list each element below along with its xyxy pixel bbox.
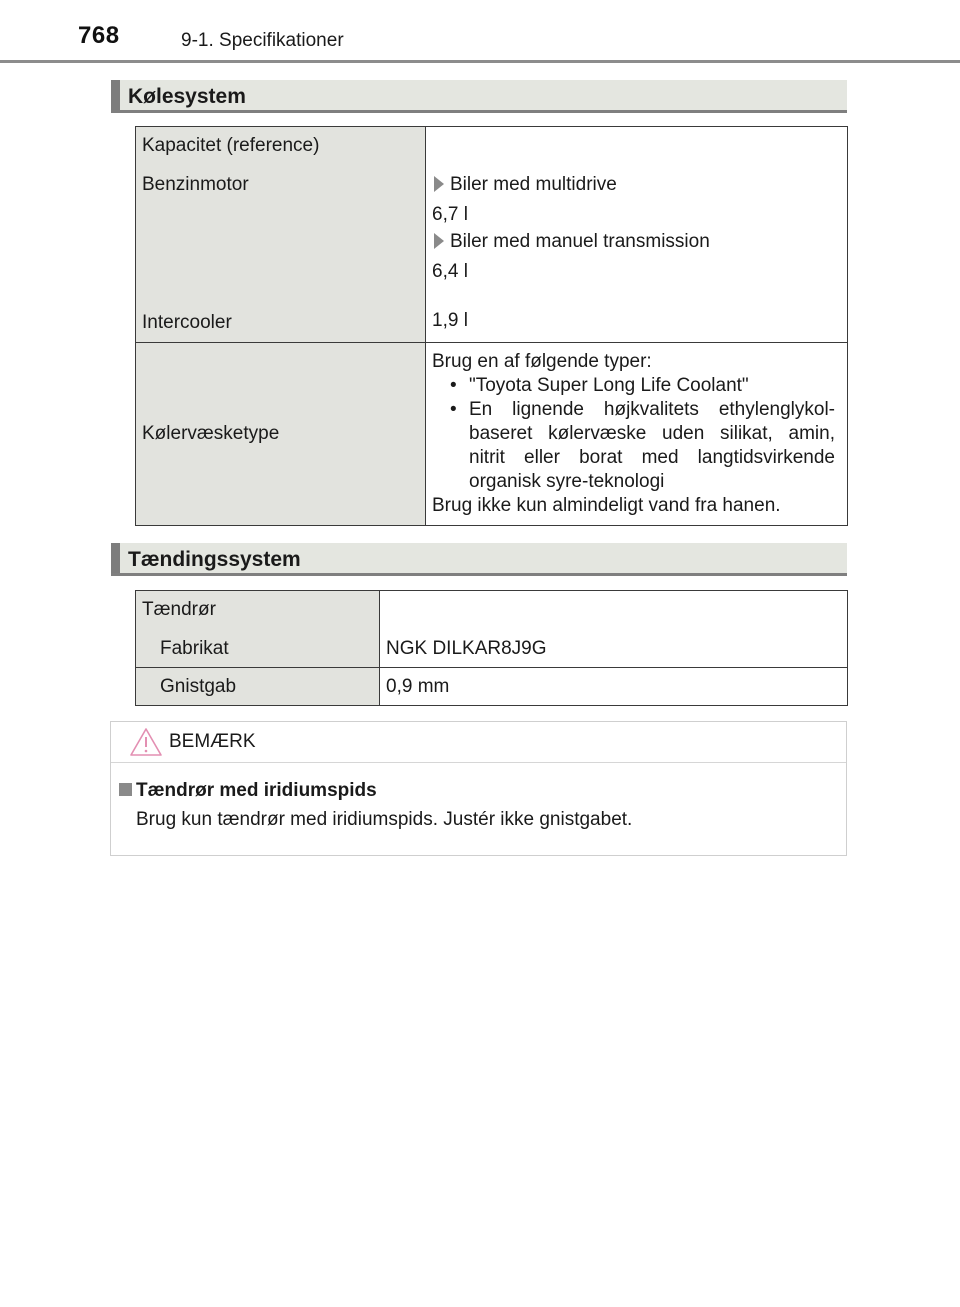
- warning-triangle-icon: [129, 727, 163, 757]
- header-divider: [0, 60, 960, 63]
- table-row-coolant-type: [136, 343, 848, 526]
- coolant-option-2-line-4: organisk syre-teknologi: [469, 471, 665, 492]
- spark-plug-label: Tændrør: [142, 599, 216, 620]
- gap-label: Gnistgab: [160, 676, 237, 697]
- multidrive-label: Biler med multidrive: [450, 174, 617, 195]
- cooling-spec-table: [135, 126, 848, 526]
- make-label: Fabrikat: [160, 638, 229, 659]
- square-bullet-icon: [119, 783, 132, 796]
- coolant-option-1: "Toyota Super Long Life Coolant": [469, 375, 749, 396]
- note-title: BEMÆRK: [169, 731, 256, 752]
- coolant-intro: Brug en af følgende typer:: [432, 351, 652, 372]
- key-cell: [136, 668, 380, 706]
- multidrive-value: 6,7 l: [432, 204, 468, 225]
- manual-row: [434, 231, 710, 253]
- value-cell: [426, 127, 848, 343]
- value-cell: [380, 591, 848, 668]
- page-number: 768: [78, 22, 120, 49]
- key-cell: [136, 127, 426, 343]
- intercooler-value: 1,9 l: [432, 310, 468, 331]
- note-box: [110, 721, 847, 856]
- value-cell: [380, 668, 848, 706]
- triangle-bullet-icon: [434, 176, 444, 192]
- intercooler-label: Intercooler: [142, 312, 232, 333]
- multidrive-row: [434, 174, 617, 196]
- gasoline-engine-label: Benzinmotor: [142, 174, 249, 195]
- table-row-gap: [136, 668, 848, 706]
- chapter-title: 9-1. Specifikationer: [181, 30, 344, 51]
- heading-bar: [111, 543, 120, 573]
- table-row-spark-plug: [136, 591, 848, 668]
- coolant-warning: Brug ikke kun almindeligt vand fra hanen.: [432, 495, 781, 516]
- key-cell: [136, 343, 426, 526]
- section-heading-ignition: [111, 543, 847, 576]
- value-cell: [426, 343, 848, 526]
- ignition-spec-table: [135, 590, 848, 706]
- key-cell: [136, 591, 380, 668]
- section-title: Tændingssystem: [128, 548, 301, 571]
- heading-bar: [111, 80, 120, 110]
- coolant-option-2-line-1: En lignende højkvalitets ethylenglykol-: [469, 399, 835, 420]
- gap-value: 0,9 mm: [386, 676, 450, 697]
- page-header: [0, 0, 960, 64]
- coolant-type-label: Kølervæsketype: [142, 423, 280, 444]
- section-heading-cooling: [111, 80, 847, 113]
- triangle-bullet-icon: [434, 233, 444, 249]
- section-title: Kølesystem: [128, 85, 246, 108]
- note-subtitle: Tændrør med iridiumspids: [136, 780, 377, 801]
- bullet-dot: •: [450, 375, 457, 396]
- bullet-dot: •: [450, 399, 457, 420]
- manual-value: 6,4 l: [432, 261, 468, 282]
- coolant-option-2-line-2: baseret kølervæske uden silikat, amin,: [469, 423, 835, 444]
- note-text: Brug kun tændrør med iridiumspids. Justér ikke gnistgabet.: [136, 809, 633, 830]
- table-row-capacity: [136, 127, 848, 343]
- make-value: NGK DILKAR8J9G: [386, 638, 547, 659]
- coolant-option-2-line-3: nitrit eller borat med langtidsvirkende: [469, 447, 835, 468]
- manual-label: Biler med manuel transmission: [450, 231, 710, 252]
- capacity-label: Kapacitet (reference): [142, 135, 320, 156]
- note-header: [111, 722, 846, 763]
